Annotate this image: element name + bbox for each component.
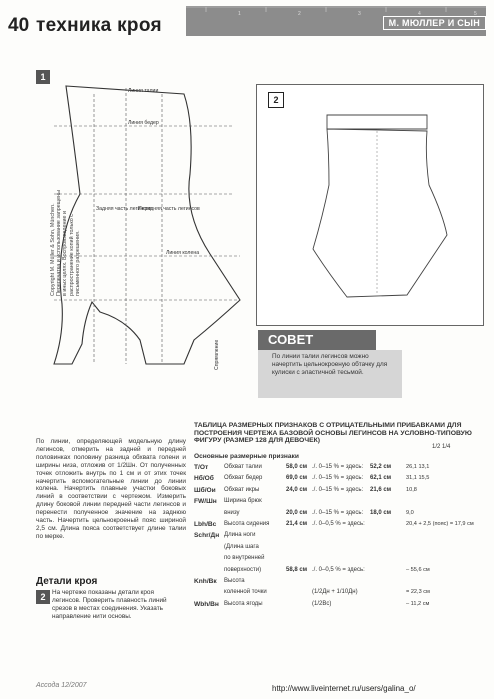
- size-cell-extra: [406, 555, 480, 566]
- size-cell-abbr: Нб/Об: [194, 475, 214, 483]
- size-cell-label: по внутренней: [224, 555, 265, 562]
- label-waist: Линия талии: [128, 88, 159, 94]
- label-straighten: Спрямление: [214, 339, 220, 370]
- size-cell-value: [286, 601, 312, 612]
- size-row: [194, 601, 480, 612]
- size-cell-result: 62,1 см: [370, 475, 392, 482]
- size-cell-value: [286, 498, 312, 509]
- figure2-badge: 2: [268, 92, 284, 108]
- cut-pieces-drawing: [257, 85, 483, 325]
- size-cell-label: внизу: [224, 509, 240, 516]
- table-subtitle: Основные размерные признаки: [194, 453, 299, 460]
- waistband: [327, 115, 427, 129]
- size-row: [194, 589, 480, 600]
- size-cell-result: [370, 498, 406, 509]
- size-cell-extra: = 22,3 см: [406, 589, 430, 596]
- label-back: Задняя часть легинсов: [96, 206, 152, 212]
- size-cell-label: Высота ягоды: [224, 600, 263, 607]
- header-ruler: [186, 6, 486, 16]
- size-cell-label: (Длина шага: [224, 543, 259, 550]
- size-cell-result: [370, 521, 406, 532]
- size-cell-result: [370, 532, 406, 543]
- size-cell-value: 69,0 см: [286, 475, 308, 482]
- size-cell-rule: ./. 0–15 % = здесь:: [312, 475, 364, 482]
- table-col-header: 1/2 1/4: [432, 444, 451, 450]
- size-cell-rule: ./. 0–0,5 % = здесь:: [312, 520, 365, 527]
- ruler-mark: 2: [298, 11, 301, 16]
- size-cell-extra: 31,1 15,5: [406, 475, 430, 482]
- size-row: [194, 567, 480, 578]
- size-cell-extra: – 11,2 см: [406, 600, 430, 607]
- size-row: [194, 464, 480, 475]
- size-cell-label: Обхват талии: [224, 464, 262, 470]
- size-table: [190, 418, 482, 643]
- size-cell-rule: [312, 578, 370, 589]
- size-cell-result: 18,0 см: [370, 509, 392, 516]
- size-cell-extra: [406, 532, 480, 543]
- size-row: [194, 521, 480, 532]
- ruler-mark: 4: [418, 11, 421, 16]
- size-cell-extra: 26,1 13,1: [406, 464, 430, 470]
- size-cell-value: 58,8 см: [286, 566, 308, 573]
- size-cell-abbr: Шб/Ои: [194, 486, 216, 494]
- size-cell-rule: [312, 544, 370, 555]
- table-title: ТАБЛИЦА РАЗМЕРНЫХ ПРИЗНАКОВ С ОТРИЦАТЕЛЬНЫМИ ПРИБАВКАМИ ДЛЯ ПОСТРОЕНИЯ ЧЕРТЕЖА БАЗОВОЙ ОСНОВЫ ЛЕГИНСОВ НА УСЛОВНО-ТИПОВУЮ ФИГУРУ (РАЗМЕР 128 ДЛЯ ДЕВОЧЕК): [194, 422, 472, 445]
- size-cell-value: [286, 589, 312, 600]
- figure2-frame: [256, 84, 484, 326]
- size-row: [194, 578, 480, 589]
- size-cell-rule: (1/2Вс): [312, 600, 332, 607]
- details-text: На чертеже показаны детали кроя легинсов. Проверить плавность линий срезов в местах соединения. Указать направление нити основы.: [52, 589, 167, 620]
- advice-title: СОВЕТ: [258, 330, 376, 350]
- size-cell-label: поверхности): [224, 566, 262, 573]
- size-cell-rule: [312, 532, 370, 543]
- size-cell-result: 21,6 см: [370, 486, 392, 493]
- size-row: [194, 498, 480, 509]
- size-row: [194, 532, 480, 543]
- body-text: По линии, определяющей модельную длину легинсов, отмерить на задней и передней половинках половину разница обхвата голени и ширины низа, отложив от 1/2Шн. От полученных точек отложить внутрь по 1 см и от этих точек начертить вспомогательные линии до линии колена. Начертить плавные участки боковых линий в соответствии с чертежом. Измерить длину боковой линии передней части легинсов и перенести полученное значение на заднюю часть. Начертить цельнокроеный пояс шириной 2,5 см. Длина пояса соответствует длине талии по мерке.: [36, 438, 186, 540]
- size-row: [194, 487, 480, 498]
- label-knee: Линия колена: [166, 250, 200, 256]
- label-front: Передняя часть легинсов: [138, 206, 200, 212]
- size-cell-rule: ./. 0–15 % = здесь:: [312, 486, 364, 493]
- size-cell-result: [370, 544, 406, 555]
- size-cell-rule: (1/2Дн + 1/10Дн): [312, 589, 358, 596]
- section-title: техника кроя: [36, 15, 162, 36]
- size-cell-result: [370, 601, 406, 612]
- size-cell-label: Обхват икры: [224, 486, 260, 493]
- size-cell-label: Обхват бедер: [224, 475, 263, 482]
- size-cell-label: Ширина брюк: [224, 498, 262, 505]
- size-cell-extra: 10,8: [406, 486, 417, 493]
- size-cell-extra: 9,0: [406, 509, 414, 516]
- size-cell-value: [286, 544, 312, 555]
- size-cell-label: коленной точки: [224, 589, 267, 596]
- size-cell-extra: [406, 544, 480, 555]
- ruler-mark: 5: [474, 11, 477, 16]
- size-cell-abbr: Wbh/Вн: [194, 600, 219, 608]
- size-cell-value: [286, 555, 312, 566]
- size-cell-abbr: [194, 589, 224, 600]
- size-row: [194, 475, 480, 486]
- size-cell-abbr: Т/От: [194, 464, 209, 471]
- size-cell-rule: [312, 555, 370, 566]
- size-cell-abbr: FW/Шн: [194, 498, 217, 506]
- legging-outline: [54, 86, 240, 364]
- size-cell-abbr: [194, 567, 224, 578]
- size-cell-extra: [406, 578, 480, 589]
- size-cell-abbr: [194, 555, 224, 566]
- page-number: 40: [8, 15, 30, 36]
- size-cell-extra: [406, 498, 480, 509]
- size-cell-label: Высота: [224, 577, 245, 584]
- details-title: Детали кроя: [36, 576, 98, 587]
- size-cell-value: [286, 578, 312, 589]
- size-cell-value: 21,4 см: [286, 520, 308, 527]
- ruler-mark: 1: [238, 11, 241, 16]
- size-cell-result: [370, 555, 406, 566]
- size-cell-value: 58,0 см: [286, 464, 308, 470]
- size-cell-rule: ./. 0–0,5 % = здесь:: [312, 566, 365, 573]
- size-cell-label: Высота сидения: [224, 520, 270, 527]
- size-cell-abbr: Lbh/Вс: [194, 520, 217, 528]
- piece-outline: [313, 129, 447, 297]
- size-cell-label: Длина ноги: [224, 532, 256, 539]
- advice-text: По линии талии легинсов можно начертить цельнокроеную обтачку для кулиски с эластичной тесьмой.: [272, 353, 388, 377]
- size-cell-result: [370, 589, 406, 600]
- footer-url: http://www.liveinternet.ru/users/galina_o/: [272, 684, 416, 693]
- size-cell-rule: ./. 0–15 % = здесь:: [312, 509, 364, 516]
- size-cell-value: 20,0 см: [286, 509, 308, 516]
- size-cell-result: [370, 578, 406, 589]
- size-cell-result: [370, 567, 406, 578]
- size-rows: [194, 464, 480, 612]
- size-cell-extra: 20,4 + 2,5 (пояс) = 17,9 см: [406, 520, 474, 527]
- size-cell-value: 24,0 см: [286, 486, 308, 493]
- details-badge: 2: [36, 590, 50, 604]
- size-cell-rule: [312, 498, 370, 509]
- footer-issue: Ассода 12/2007: [36, 682, 87, 689]
- size-cell-abbr: Schr/Дн: [194, 532, 220, 540]
- size-row: [194, 510, 480, 521]
- size-row: [194, 555, 480, 566]
- ruler-mark: 3: [358, 11, 361, 16]
- size-cell-abbr: [194, 544, 224, 555]
- size-cell-abbr: Knh/Вк: [194, 577, 217, 585]
- label-hip: Линия бедер: [128, 120, 159, 126]
- brand-label: М. МЮЛЛЕР И СЫН: [383, 16, 486, 30]
- size-row: [194, 544, 480, 555]
- size-cell-extra: – 55,6 см: [406, 566, 430, 573]
- copyright-credit: Copyright M. Müller & Sohn, München. Перепечатка и использование запрещены в иных целях. Воспроизведение и распространение копий только с письменного разрешения.: [50, 189, 81, 296]
- size-cell-abbr: [194, 510, 224, 521]
- figure1-badge: 1: [36, 70, 50, 84]
- size-cell-rule: ./. 0–15 % = здесь:: [312, 464, 364, 470]
- size-cell-value: [286, 532, 312, 543]
- size-cell-result: 52,2 см: [370, 464, 392, 470]
